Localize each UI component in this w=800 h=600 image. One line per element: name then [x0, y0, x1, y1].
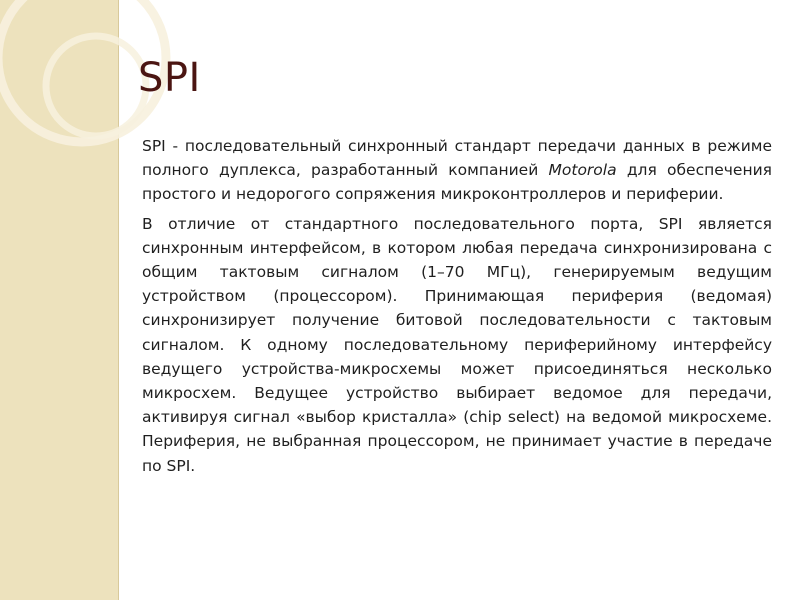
paragraph-description: В отличие от стандартного последовательного порта, SPI является синхронным интерфейсом, в котором любая передача синхронизирована с общим тактовым сигналом (1–70 МГц), генерируемым ведущим устройством (процессором). Принимающая периферия (ведомая) синхронизирует получение битовой последовательности с тактовым сигналом. К одному последовательному периферийному интерфейсу ведущего устройства-микросхемы может присоединяться несколько микросхем. Ведущее устройство выбирает ведомое для передачи, активируя сигнал «выбор кристалла» (chip select) на ведомой микросхеме. Периферия, не выбранная процессором, не принимает участие в передаче по SPI. [142, 214, 772, 475]
decorative-ring [46, 36, 146, 136]
paragraph-definition-text-end: для обеспечения простого и недорогого сопряжения микроконтроллеров и периферии. [142, 161, 772, 204]
company-name: Motorola [548, 161, 617, 180]
slide-body [142, 134, 772, 483]
slide-title: SPI [138, 55, 201, 101]
paragraph-definition-text: SPI - последовательный синхронный стандарт передачи данных в режиме полного дуплекса, разработанный компанией [142, 137, 772, 180]
paragraph-definition [142, 134, 772, 207]
